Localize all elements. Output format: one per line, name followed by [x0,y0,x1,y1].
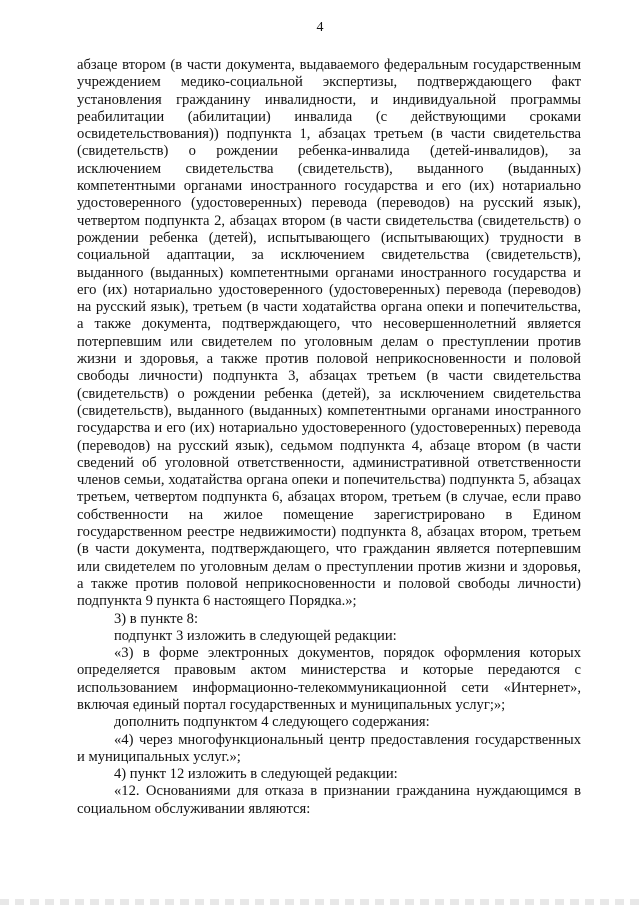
scan-edge-artifact [0,899,640,905]
page-number: 4 [316,20,324,35]
paragraph-item-3: 3) в пункте 8: [114,610,199,627]
paragraph-subitem-3-instruction: подпункт 3 изложить в следующей редакции: [114,627,397,644]
paragraph-item-4: 4) пункт 12 изложить в следующей редакции: [114,766,398,783]
paragraph-subitem-4-instruction: дополнить подпунктом 4 следующего содержания: [114,714,430,731]
paragraph-clause-12: «12. Основаниями для отказа в признании гражданина нуждающимся в социальном обслуживании являются: [77,783,581,817]
paragraph-continuation: абзаце втором (в части документа, выдаваемого федеральным государственным учреждением медико-социальной экспертизы, подтверждающего факт установления гражданину инвалидности, и индивидуальной программы реабилитации (абилитации) инвалида (с действующими сроками освидетельствования)) подпункта 1, абзацах третьем (в части свидетельства (свидетельств) о рождении ребенка-инвалида (детей-инвалидов), за исключением свидетельства (свидетельств), выданного (выданных) компетентными органами иностранного государства и его (их) нотариально удостоверенного (удостоверенных) перевода (переводов) на русский язык), четвертом подпункта 2, абзацах втором (в части свидетельства (свидетельств) о рождении ребенка (детей), испытывающего (испытывающих) трудности в социальной адаптации, за исключением свидетельства (свидетельств), выданного (выданных) компетентными органами иностранного государства и его (их) нотариально удостоверенного (удостоверенных) перевода (переводов) на русский язык), третьем (в части ходатайства органа опеки и попечительства, а также документа, подтверждающего, что несовершеннолетний является потерпевшим или свидетелем по уголовным делам о преступлении против жизни и здоровья, а также против половой неприкосновенности и половой свободы личности) подпункта 3, абзацах третьем (в части свидетельства (свидетельств) о рождении ребенка (детей), за исключением свидетельства (свидетельств), выданного (выданных) компетентными органами иностранного государства и его (их) нотариально удостоверенного (удостоверенных) перевода (переводов) на русский язык), седьмом подпункта 4, абзаце втором (в части сведений об уголовной ответственности, административной ответственности членов семьи, ходатайства органа опеки и попечительства) подпункта 5, абзацах третьем, четвертом подпункта 6, абзацах втором, третьем (в случае, если право собственности на жилое помещение зарегистрировано в Едином государственном реестре недвижимости) подпункта 8, абзацах втором, третьем (в части документа, подтверждающего, что гражданин является потерпевшим или свидетелем по уголовным делам о преступлении против жизни и здоровья, а также против половой неприкосновенности и половой свободы личности) подпункта 9 пункта 6 настоящего Порядка.»; [77,57,581,610]
paragraph-subitem-4-text: «4) через многофункциональный центр предоставления государственных и муниципальных услуг.»; [77,731,581,765]
paragraph-subitem-3-text: «3) в форме электронных документов, порядок оформления которых определяется правовым актом министерства и которые передаются с использованием информационно-телекоммуникационной сети «Интернет», включая единый портал государственных и муниципальных услуг;»; [77,645,581,713]
document-body [77,57,581,818]
